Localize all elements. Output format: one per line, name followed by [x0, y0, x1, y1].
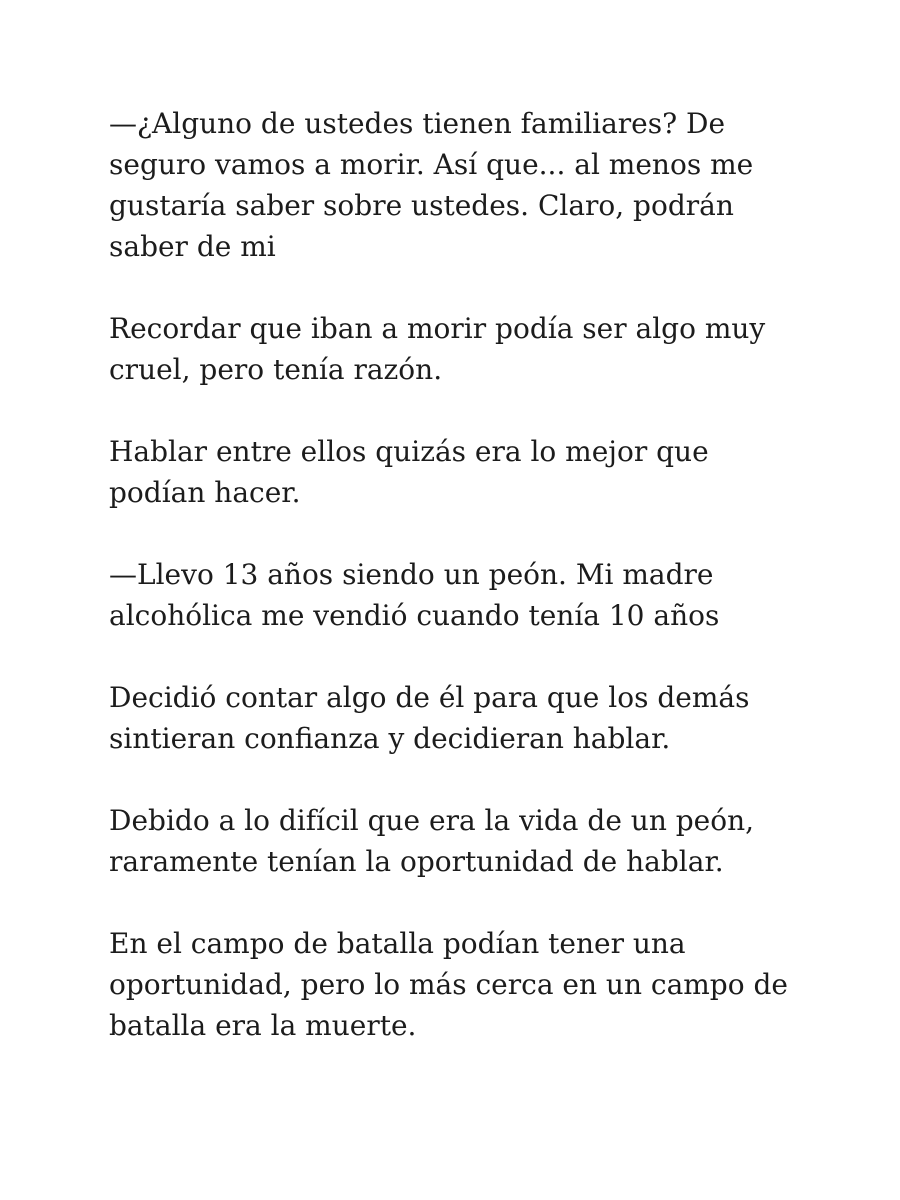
- text-line: alcohólica me vendió cuando tenía 10 años: [109, 599, 720, 632]
- paragraph: [109, 103, 809, 267]
- paragraph: [109, 554, 809, 636]
- text-line: sintieran confianza y decidieran hablar.: [109, 722, 671, 755]
- text-line: Hablar entre ellos quizás era lo mejor que: [109, 435, 709, 468]
- text-line: Decidió contar algo de él para que los demás: [109, 681, 750, 714]
- text-line: batalla era la muerte.: [109, 1009, 417, 1042]
- text-line: —Llevo 13 años siendo un peón. Mi madre: [109, 558, 714, 591]
- text-line: Recordar que iban a morir podía ser algo muy: [109, 312, 766, 345]
- document-body: [109, 103, 809, 1087]
- text-line: podían hacer.: [109, 476, 301, 509]
- text-line: saber de mi: [109, 230, 276, 263]
- text-line: cruel, pero tenía razón.: [109, 353, 443, 386]
- text-line: gustaría saber sobre ustedes. Claro, podrán: [109, 189, 734, 222]
- text-line: —¿Alguno de ustedes tienen familiares? De: [109, 107, 726, 140]
- paragraph: [109, 308, 809, 390]
- text-line: Debido a lo difícil que era la vida de un peón,: [109, 804, 755, 837]
- paragraph: [109, 431, 809, 513]
- text-line: seguro vamos a morir. Así que... al menos me: [109, 148, 754, 181]
- paragraph: [109, 677, 809, 759]
- paragraph: [109, 923, 809, 1046]
- text-line: En el campo de batalla podían tener una: [109, 927, 686, 960]
- text-line: oportunidad, pero lo más cerca en un campo de: [109, 968, 788, 1001]
- text-line: raramente tenían la oportunidad de hablar.: [109, 845, 724, 878]
- paragraph: [109, 800, 809, 882]
